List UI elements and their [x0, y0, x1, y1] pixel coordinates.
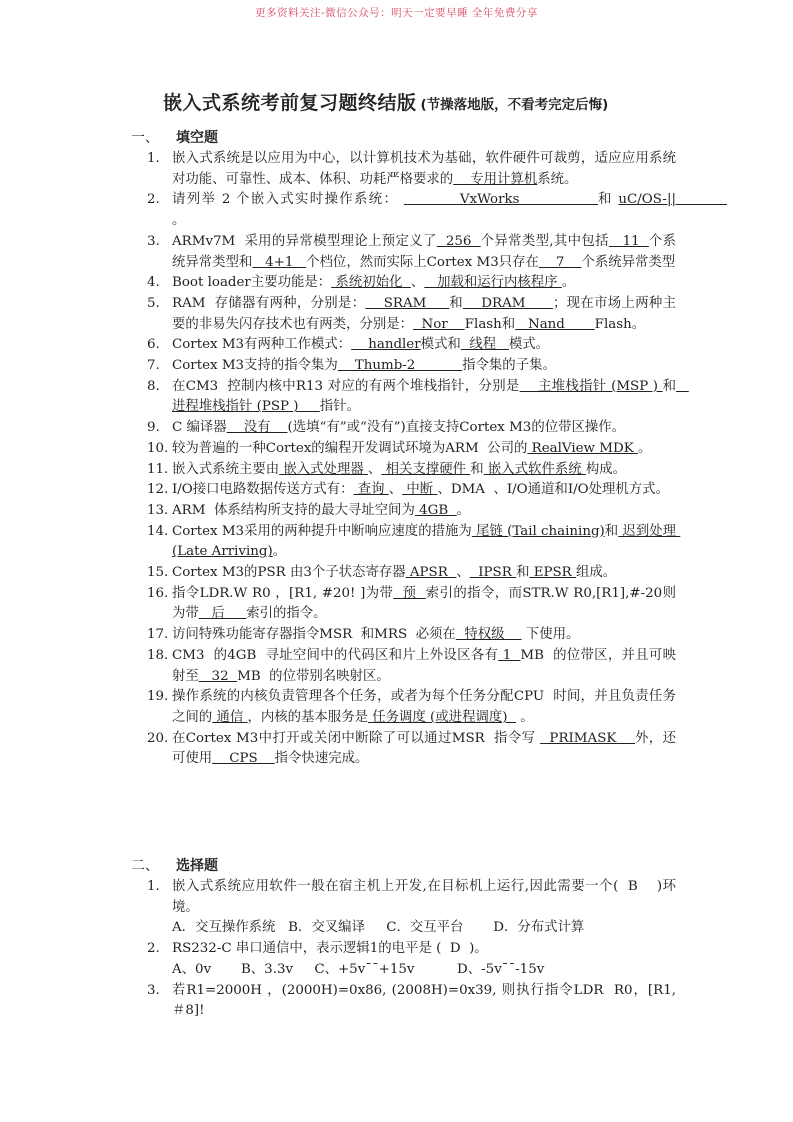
answer-blank: handler [351, 337, 421, 353]
question-number: 8. [147, 378, 160, 394]
question-text: 。 [456, 502, 471, 518]
question-text: 、DMA 、I/O通道和I/O处理机方式。 [437, 482, 669, 498]
question-text: 。 [272, 544, 287, 560]
question-number: 7. [147, 358, 160, 374]
question-text: Flash和 [464, 316, 516, 332]
question-number: 20. [147, 730, 169, 746]
answer-blank: 特权级 [455, 627, 522, 643]
question-number: 12. [147, 482, 169, 498]
question-item [147, 273, 676, 294]
header-banner: 更多资料关注-微信公众号：明天一定要早睡 全年免费分享 [255, 7, 538, 19]
answer-blank: DRAM [462, 295, 553, 311]
question-text: ；现在市场上两种主要的非易失闪存技术也有两类，分别是： [172, 295, 677, 332]
question-text: 在Cortex M3中打开或关闭中断除了可以通过MSR 指令写 [172, 730, 541, 746]
section-number: 二、 [131, 858, 159, 874]
question-item [147, 460, 676, 481]
answer-blank: 嵌入式处理器 [279, 461, 368, 477]
question-text: 外，还可使用 [172, 730, 676, 767]
answer-blank: Nand [515, 316, 595, 332]
question-item [147, 439, 676, 460]
question-number: 2. [147, 192, 160, 208]
question-text: Flash。 [594, 316, 646, 332]
question-text: 请列举 2 个嵌入式实时操作系统： [172, 192, 404, 208]
answer-blank: Thumb-2 [337, 358, 463, 374]
answer-blank: 4GB [414, 502, 457, 518]
answer-options: A．交互操作系统 B．交叉编译 C．交互平台 D．分布式计算 [172, 920, 585, 936]
section-multiple-choice [0, 855, 793, 1022]
answer-blank: IPSR [469, 565, 517, 581]
question-text: I/O接口电路数据传送方式有： [172, 482, 354, 498]
document-title [163, 88, 608, 115]
question-text: 和 [604, 523, 619, 539]
answer-blank: 256 [436, 233, 481, 249]
question-text: 。 [637, 440, 652, 456]
question-number: 15. [147, 565, 169, 581]
answer-blank: 32 [198, 668, 238, 684]
title-subtitle: (节操落地版，不看考完定后悔) [420, 97, 609, 113]
question-text: 和 [449, 295, 463, 311]
question-text: 组成。 [576, 565, 617, 581]
question-text: 指令快速完成。 [274, 751, 369, 767]
question-text: 访问特殊功能寄存器指令MSR 和MRS 必须在 [172, 627, 456, 643]
question-text: 嵌入式系统是以应用为中心，以计算机技术为基础，软件硬件可裁剪，适应应用系统对功能、可靠性、成本、体积、功耗严格要求的 [172, 151, 676, 187]
question-item [147, 294, 677, 335]
question-text: 下使用。 [521, 627, 580, 643]
answer-blank: 任务调度 (或进程调度) [367, 709, 516, 725]
question-number: 13. [147, 502, 169, 518]
question-text: RS232-C 串口通信中，表示逻辑1的电平是 ( D )。 [172, 941, 488, 957]
question-number: 19. [147, 689, 169, 705]
question-item [147, 356, 676, 377]
question-text: 系统。 [537, 171, 578, 187]
answer-blank: PRIMASK [540, 730, 636, 746]
question-text: Cortex M3采用的两种提升中断响应速度的措施为 [172, 523, 472, 539]
question-text: Cortex M3支持的指令集为 [172, 358, 338, 374]
answer-blank: 专用计算机 [453, 171, 538, 187]
question-text: 个异常类型,其中包括 [480, 233, 609, 249]
question-number: 10. [147, 440, 169, 456]
question-text: 和 [470, 461, 484, 477]
question-item [147, 149, 676, 190]
answer-blank: uC/OS-|| [618, 192, 728, 208]
question-number: 11. [147, 461, 169, 477]
question-text: 。 [561, 275, 576, 291]
question-number: 2. [147, 941, 160, 957]
question-text: C 编译器 [172, 420, 227, 436]
question-item [147, 418, 676, 439]
question-text: 模式。 [508, 337, 550, 353]
question-text: 、 [367, 461, 382, 477]
question-number: 9. [147, 420, 160, 436]
answer-blank: 后 [198, 606, 247, 622]
question-item [147, 981, 681, 1022]
question-item [147, 877, 676, 939]
answer-blank: SRAM [365, 295, 450, 311]
question-number: 3. [147, 982, 160, 998]
question-text: 、 [388, 482, 403, 498]
answer-blank: RealView MDK [527, 440, 638, 456]
answer-blank: CPS [212, 751, 275, 767]
question-text: Cortex M3有两种工作模式： [172, 337, 352, 353]
answer-blank: 11 [608, 233, 649, 249]
question-item [147, 584, 676, 625]
question-text: 、 [456, 565, 470, 581]
question-text: 操作系统的内核负责管理各个任务，或者为每个任务分配CPU 时间，并且负责任务之间的 [172, 689, 676, 725]
question-number: 3. [147, 233, 160, 249]
answer-blank: 7 [538, 254, 582, 270]
section-heading [0, 127, 793, 149]
question-text: 构成。 [585, 461, 627, 477]
question-text: 指令集的子集。 [462, 358, 556, 374]
section-title: 选择题 [176, 858, 218, 874]
question-text: ，内核的基本服务是 [247, 709, 368, 725]
section-fill-in-blank [0, 127, 793, 770]
question-item [147, 563, 676, 584]
answer-blank: 预 [393, 585, 426, 601]
section-title: 填空题 [176, 130, 218, 146]
answer-blank: 查询 [353, 482, 389, 498]
question-text: 索引的指令，而STR.W R0,[R1],#-20则为带 [172, 585, 676, 622]
question-number: 18. [147, 647, 169, 663]
question-text: 个系统异常类型和 [172, 233, 676, 270]
question-number: 17. [147, 627, 169, 643]
question-item [147, 522, 681, 563]
answer-blank: 1 [498, 647, 521, 663]
section-number: 一、 [131, 130, 159, 146]
question-number: 16. [147, 585, 169, 601]
question-text: 模式和 [420, 337, 461, 353]
question-text: 。 [172, 213, 186, 229]
answer-blank: VxWorks [403, 192, 599, 208]
question-item [147, 625, 676, 646]
answer-blank: 进程堆栈指针 (PSP ) [172, 378, 689, 415]
question-text: 指令LDR.W R0 ，[R1, #20! ]为带 [172, 585, 394, 601]
question-text: MB 的位带别名映射区。 [237, 668, 390, 684]
answer-blank: 系统初始化 [331, 275, 411, 291]
question-text: 指针。 [319, 399, 360, 415]
question-item [147, 335, 676, 356]
answer-options: A、0v B、3.3v C、+5v¯¯+15v D、-5v¯¯-15v [172, 961, 545, 977]
answer-blank: 线程 [460, 337, 509, 353]
question-item [147, 501, 676, 522]
answer-blank: 加载和运行内核程序 [424, 275, 562, 291]
answer-blank: 没有 [226, 420, 288, 436]
question-number: 6. [147, 337, 160, 353]
answer-blank: 中断 [402, 482, 438, 498]
question-number: 5. [147, 295, 160, 311]
title-main: 嵌入式系统考前复习题终结版 [163, 92, 417, 114]
question-text: 在CM3 控制内核中R13 对应的有两个堆栈指针，分别是 [172, 378, 520, 394]
answer-blank: 迟到处理 (Late Arriving) [172, 523, 681, 560]
question-item [147, 377, 689, 418]
question-item [147, 190, 728, 231]
question-text: 个档位，然而实际上Cortex M3只存在 [306, 254, 539, 270]
question-item [147, 687, 676, 728]
question-number: 1. [147, 879, 160, 894]
question-text: 、 [410, 275, 425, 291]
answer-blank: 相关支撑硬件 [381, 461, 471, 477]
question-text: RAM 存储器有两种，分别是： [172, 295, 366, 311]
question-item [147, 939, 676, 980]
answer-blank: Nor [413, 316, 465, 332]
question-text: 个系统异常类型 [581, 254, 676, 270]
question-number: 1. [147, 151, 160, 166]
question-text: 索引的指令。 [246, 606, 327, 622]
question-text: 较为普遍的一种Cortex的编程开发调试环境为ARM 公司的 [172, 440, 528, 456]
answer-blank: 主堆栈指针 (MSP ) [519, 378, 663, 394]
answer-blank: 尾链 (Tail chaining) [471, 523, 605, 539]
question-text: 和 [598, 192, 619, 208]
question-number: 14. [147, 523, 169, 539]
answer-blank: 4+1 [252, 254, 307, 270]
question-text: 嵌入式系统主要由 [172, 461, 280, 477]
question-text: CM3 的4GB 寻址空间中的代码区和片上外设区各有 [172, 647, 499, 663]
question-text: ARM 体系结构所支持的最大寻址空间为 [172, 502, 415, 518]
question-text: 若R1=2000H ，(2000H)=0x86, (2008H)=0x39, 则执行指令LDR R0，[R1, ＃8]! [172, 982, 681, 1019]
question-number: 4. [147, 275, 160, 291]
answer-blank: APSR [405, 565, 457, 581]
question-item [147, 729, 676, 770]
answer-blank: 通信 [212, 709, 248, 725]
section-heading [0, 855, 793, 877]
question-text: 。 [515, 709, 534, 725]
question-text: Cortex M3的PSR 由3个子状态寄存器 [172, 565, 406, 581]
question-text: Boot loader主要功能是： [172, 275, 332, 291]
question-item [147, 480, 676, 501]
question-text: 嵌入式系统应用软件一般在宿主机上开发,在目标机上运行,因此需要一个( B )环境。 [172, 879, 676, 915]
question-item [147, 232, 676, 273]
answer-blank: 嵌入式软件系统 [483, 461, 586, 477]
question-text: ARMv7M 采用的异常模型理论上预定义了 [172, 233, 437, 249]
question-text: 和 [662, 378, 676, 394]
question-text: (选填“有”或“没有”)直接支持Cortex M3的位带区操作。 [287, 420, 626, 436]
question-text: 和 [516, 565, 530, 581]
answer-blank: EPSR [529, 565, 577, 581]
question-item [147, 646, 676, 687]
question-text: MB 的位带区，并且可映射至 [172, 647, 676, 684]
